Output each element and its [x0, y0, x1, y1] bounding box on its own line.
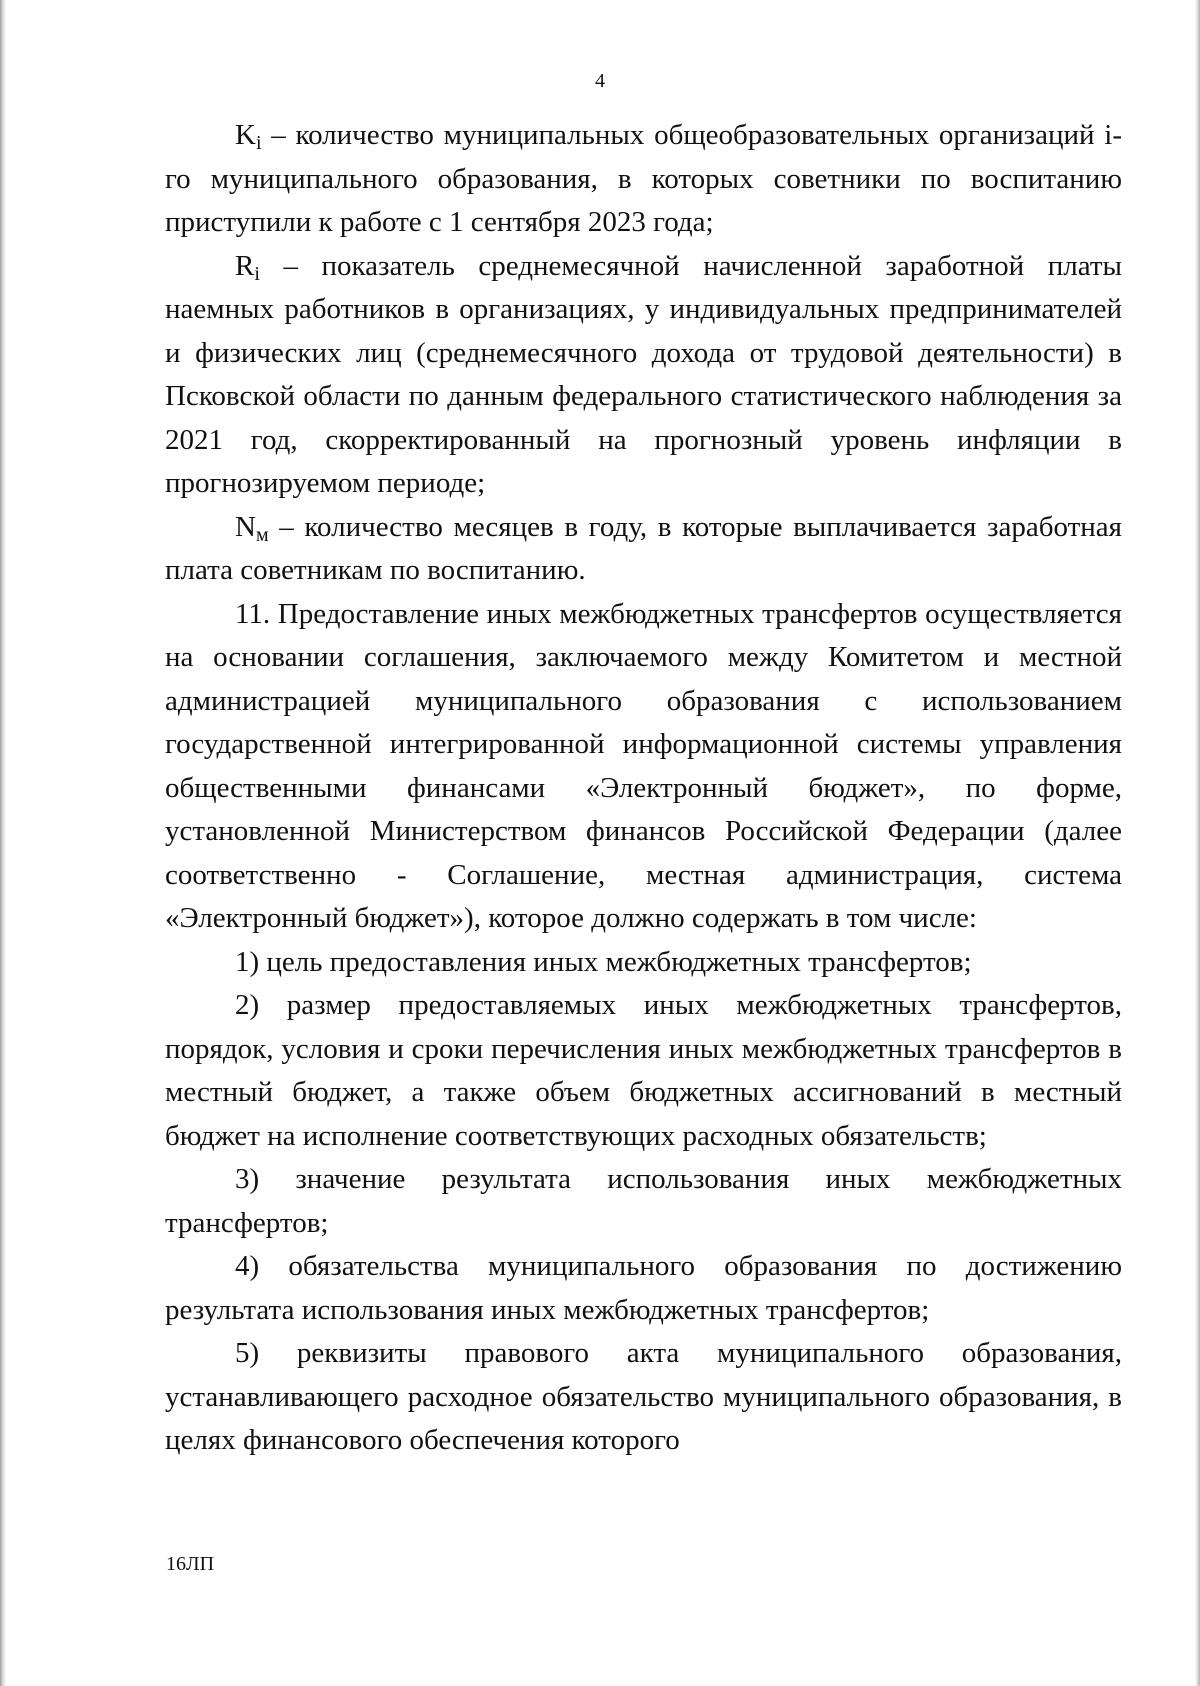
scan-edge-right: [1195, 0, 1200, 1686]
list-item-5: 5) реквизиты правового акта муниципального образования, устанавливающего расходное обязательство муниципального образования, в целях финансового обеспечения которого: [165, 1337, 1122, 1456]
formula-symbol-k: K: [235, 119, 256, 151]
list-item-3: 3) значение результата использования иных межбюджетных трансфертов;: [165, 1163, 1122, 1239]
paragraph-n-definition: [165, 506, 1122, 593]
paragraph-k-definition: [165, 114, 1122, 245]
paragraph-k-text: – количество муниципальных общеобразовательных организаций i-го муниципального образования, в которых советники по воспитанию приступили к работе с 1 сентября 2023 года;: [165, 119, 1122, 238]
paragraph-r-text: – показатель среднемесячной начисленной заработной платы наемных работников в организациях, у индивидуальных предпринимателей и физических лиц (среднемесячного дохода от трудовой деятельности) в Псковской области по данным федерального статистического наблюдения за 2021 год, скорректированный на прогнозный уровень инфляции в прогнозируемом периоде;: [165, 249, 1122, 499]
list-item-2: 2) размер предоставляемых иных межбюджетных трансфертов, порядок, условия и сроки перечисления иных межбюджетных трансфертов в местный бюджет, а также объем бюджетных ассигнований в местный бюджет на исполнение соответствующих расходных обязательств;: [165, 989, 1122, 1152]
footer-document-code: 16ЛП: [166, 1553, 215, 1575]
scan-edge-left: [0, 0, 6, 1686]
formula-subscript-k: i: [255, 132, 262, 154]
document-body: [165, 114, 1122, 1463]
formula-subscript-n: м: [255, 523, 269, 546]
paragraph-r-definition: [165, 245, 1122, 506]
list-item-1: 1) цель предоставления иных межбюджетных трансфертов;: [235, 945, 972, 978]
formula-symbol-r: R: [235, 249, 255, 282]
formula-symbol-n: N: [235, 510, 256, 543]
formula-subscript-r: i: [254, 262, 260, 285]
paragraph-11: 11. Предоставление иных межбюджетных трансфертов осуществляется на основании соглашения, заключаемого между Комитетом и местной администрацией муниципального образования с использованием государственной интегрированной информационной системы управления общественными финансами «Электронный бюджет», по форме, установленной Министерством финансов Российской Федерации (далее соответственно - Соглашение, местная администрация, система «Электронный бюджет»), которое должно содержать в том числе:: [165, 597, 1122, 934]
page-number: 4: [595, 70, 605, 92]
paragraph-n-text: – количество месяцев в году, в которые выплачивается заработная плата советникам по воспитанию.: [165, 510, 1122, 586]
list-item-4: 4) обязательства муниципального образования по достижению результата использования иных межбюджетных трансфертов;: [165, 1250, 1122, 1326]
